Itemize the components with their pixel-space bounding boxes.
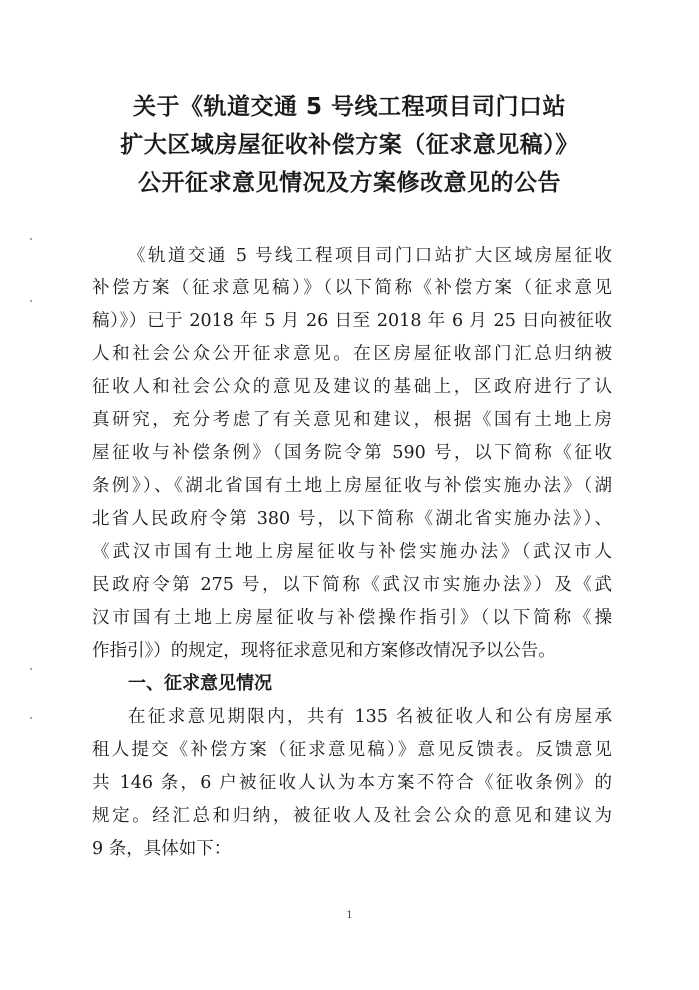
- section-line: 在征求意见期限内，共有 135 名被征收人和公有房屋承: [128, 707, 612, 727]
- intro-line: 稿）》）已于 2018 年 5 月 26 日至 2018 年 6 月 25 日向被征收: [92, 311, 612, 331]
- intro-line: 屋征收与补偿条例》（国务院令第 590 号，以下简称《征收: [92, 443, 612, 463]
- binding-hole-mark: [30, 238, 32, 240]
- intro-line: 北省人民政府令第 380 号，以下简称《湖北省实施办法》）、: [92, 509, 612, 529]
- document-title-line-1: 关于《轨道交通 5 号线工程项目司门口站: [132, 94, 567, 120]
- binding-hole-mark: [30, 717, 32, 719]
- intro-line: 补偿方案（征求意见稿）》（以下简称《补偿方案（征求意见: [92, 278, 612, 298]
- intro-line: 条例》）、《湖北省国有土地上房屋征收与补偿实施办法》（湖: [92, 476, 612, 496]
- intro-line: 汉市国有土地上房屋征收与补偿操作指引》（以下简称《操: [92, 608, 612, 628]
- intro-line: 征收人和社会公众的意见及建议的基础上，区政府进行了认: [92, 377, 612, 397]
- intro-line: 民政府令第 275 号，以下简称《武汉市实施办法》）及《武: [92, 575, 612, 595]
- section-heading: 一、征求意见情况: [128, 673, 272, 694]
- intro-line: 《武汉市国有土地上房屋征收与补偿实施办法》（武汉市人: [92, 542, 612, 562]
- intro-line: 作指引》）的规定，现将征求意见和方案修改情况予以公告。: [92, 641, 556, 661]
- binding-hole-mark: [30, 668, 32, 670]
- binding-hole-mark: [30, 300, 32, 302]
- intro-line: 真研究，充分考虑了有关意见和建议，根据《国有土地上房: [92, 410, 612, 430]
- section-line: 规定。经汇总和归纳，被征收人及社会公众的意见和建议为: [92, 806, 612, 826]
- document-title-line-2: 扩大区域房屋征收补偿方案（征求意见稿）》: [120, 132, 579, 158]
- intro-line: 人和社会公众公开征求意见。在区房屋征收部门汇总归纳被: [92, 344, 612, 364]
- page-number: 1: [346, 910, 353, 921]
- section-line: 租人提交《补偿方案（征求意见稿）》意见反馈表。反馈意见: [92, 740, 612, 760]
- section-line: 共 146 条，6 户被征收人认为本方案不符合《征收条例》的: [92, 773, 612, 793]
- document-title-line-3: 公开征求意见情况及方案修改意见的公告: [138, 170, 561, 196]
- intro-line: 《轨道交通 5 号线工程项目司门口站扩大区域房屋征收: [128, 246, 612, 266]
- section-line: 9 条，具体如下：: [92, 839, 232, 859]
